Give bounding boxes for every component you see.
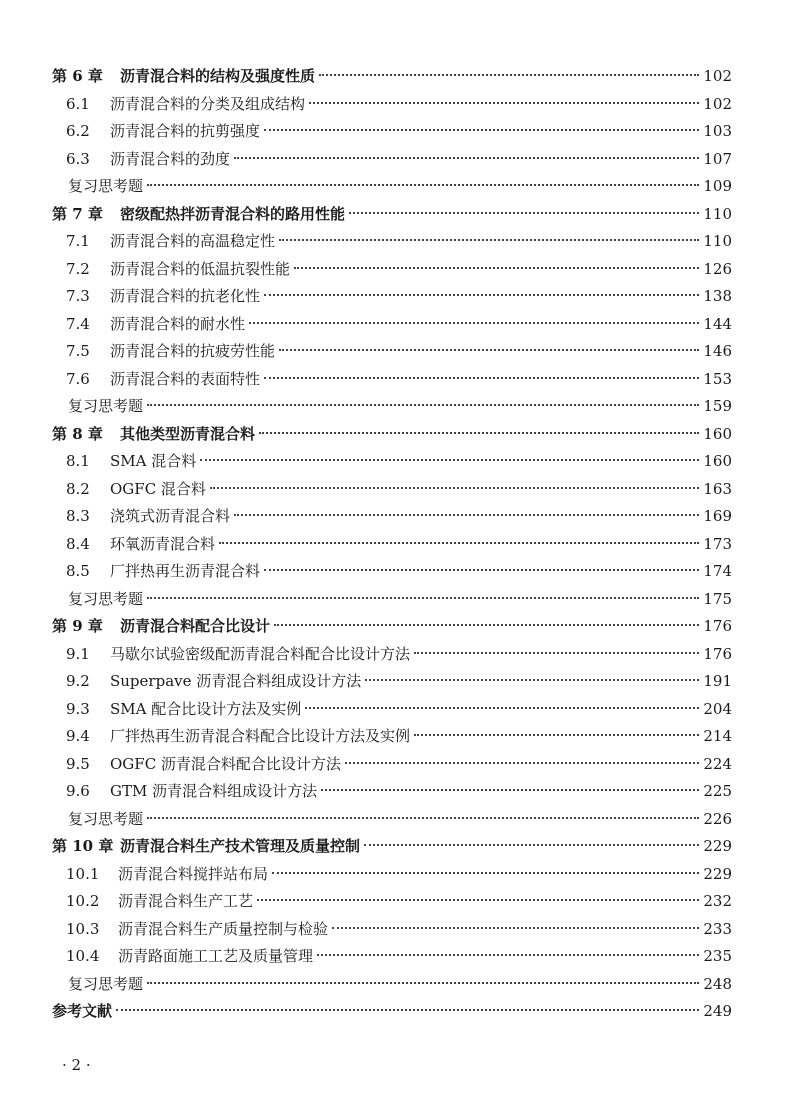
toc-entry-title: 沥青混合料的耐水性 — [110, 314, 246, 333]
toc-entry-section[interactable] — [52, 338, 732, 366]
toc-entry-section[interactable] — [52, 558, 732, 586]
toc-entry-title: 沥青混合料的结构及强度性质 — [120, 67, 316, 85]
toc-entry-page-number: 160 — [703, 424, 732, 443]
dot-leader — [219, 542, 699, 544]
toc-entry-number: 9.2 — [66, 672, 90, 690]
toc-entry-number: 7.2 — [66, 259, 90, 278]
toc-entry-number: 7.1 — [66, 232, 90, 250]
toc-entry-page-number: 159 — [703, 397, 732, 415]
toc-entry-section[interactable] — [52, 366, 732, 394]
toc-entry-title: 沥青混合料的高温稳定性 — [110, 232, 276, 250]
toc-entry-section[interactable] — [52, 778, 732, 806]
toc-entry-ref[interactable] — [52, 998, 732, 1026]
dot-leader — [345, 762, 699, 764]
toc-entry-number: 7.4 — [66, 314, 90, 333]
dot-leader — [364, 844, 699, 846]
toc-entry-number: 6.1 — [66, 94, 90, 113]
toc-entry-number: 10.3 — [66, 919, 100, 938]
toc-entry-number: 6.2 — [66, 122, 90, 140]
dot-leader — [264, 294, 699, 296]
toc-entry-chapter[interactable] — [52, 833, 732, 861]
toc-entry-number: 8.2 — [66, 479, 90, 498]
toc-entry-page-number: 144 — [703, 314, 732, 333]
toc-entry-title: 马歇尔试验密级配沥青混合料配合比设计方法 — [110, 644, 411, 663]
dot-leader — [349, 212, 699, 214]
toc-entry-page-number: 214 — [703, 727, 732, 745]
toc-entry-number: 9.4 — [66, 727, 90, 745]
toc-entry-page-number: 153 — [703, 369, 732, 388]
toc-entry-section[interactable] — [52, 146, 732, 174]
toc-entry-title: 沥青混合料的劲度 — [110, 149, 231, 168]
toc-entry-page-number: 229 — [703, 864, 732, 883]
toc-entry-number: 9.3 — [66, 699, 90, 718]
toc-entry-title: 复习思考题 — [68, 589, 144, 608]
toc-entry-page-number: 109 — [703, 177, 732, 195]
toc-entry-page-number: 233 — [703, 919, 732, 938]
toc-entry-number: 7.5 — [66, 342, 90, 360]
toc-entry-title: 厂拌热再生沥青混合料 — [110, 562, 261, 580]
toc-entry-title: 沥青混合料的表面特性 — [110, 369, 261, 388]
dot-leader — [210, 487, 699, 489]
toc-entry-number: 8.5 — [66, 562, 90, 580]
dot-leader — [200, 459, 699, 461]
toc-entry-review[interactable] — [52, 393, 732, 421]
toc-entry-chapter[interactable] — [52, 421, 732, 449]
toc-entry-title: 沥青混合料生产工艺 — [118, 892, 254, 910]
toc-entry-number: 第 8 章 — [52, 424, 103, 443]
toc-entry-page-number: 169 — [703, 507, 732, 525]
dot-leader — [264, 129, 699, 131]
dot-leader — [279, 349, 699, 351]
toc-entry-number: 9.6 — [66, 782, 90, 800]
toc-entry-page-number: 138 — [703, 287, 732, 305]
toc-entry-number: 7.3 — [66, 287, 90, 305]
toc-entry-section[interactable] — [52, 888, 732, 916]
toc-entry-title: 沥青混合料的低温抗裂性能 — [110, 259, 291, 278]
toc-entry-section[interactable] — [52, 448, 732, 476]
dot-leader — [116, 1009, 699, 1011]
dot-leader — [279, 239, 699, 241]
toc-entry-page-number: 102 — [703, 67, 732, 85]
toc-entry-number: 8.4 — [66, 534, 90, 553]
dot-leader — [147, 404, 699, 406]
dot-leader — [294, 267, 699, 269]
toc-entry-section[interactable] — [52, 943, 732, 971]
toc-entry-title: 复习思考题 — [68, 809, 144, 828]
dot-leader — [147, 817, 699, 819]
dot-leader — [259, 432, 699, 434]
toc-entry-section[interactable] — [52, 228, 732, 256]
dot-leader — [264, 569, 699, 571]
toc-entry-number: 7.6 — [66, 369, 90, 388]
toc-entry-review[interactable] — [52, 971, 732, 999]
toc-entry-section[interactable] — [52, 861, 732, 889]
toc-entry-number: 9.5 — [66, 754, 90, 773]
toc-entry-title: 浇筑式沥青混合料 — [110, 507, 231, 525]
toc-entry-title: 沥青混合料的抗老化性 — [110, 287, 261, 305]
toc-entry-title: 沥青混合料配合比设计 — [120, 617, 271, 635]
toc-entry-section[interactable] — [52, 531, 732, 559]
toc-entry-page-number: 226 — [703, 809, 732, 828]
dot-leader — [234, 514, 699, 516]
toc-entry-title: 复习思考题 — [68, 177, 144, 195]
toc-entry-title: 沥青混合料生产技术管理及质量控制 — [120, 837, 361, 855]
toc-entry-chapter[interactable] — [52, 613, 732, 641]
toc-entry-chapter[interactable] — [52, 63, 732, 91]
toc-entry-number: 8.3 — [66, 507, 90, 525]
toc-entry-section[interactable] — [52, 503, 732, 531]
page-number-footer: · 2 · — [62, 1056, 91, 1074]
toc-entry-page-number: 235 — [703, 947, 732, 965]
dot-leader — [365, 679, 699, 681]
toc-entry-page-number: 107 — [703, 149, 732, 168]
toc-entry-title: 沥青混合料搅拌站布局 — [118, 864, 269, 883]
toc-entry-page-number: 126 — [703, 259, 732, 278]
toc-entry-title: 沥青混合料的抗疲劳性能 — [110, 342, 276, 360]
toc-entry-number: 第 10 章 — [52, 837, 114, 855]
toc-entry-title: GTM 沥青混合料组成设计方法 — [110, 782, 318, 800]
toc-entry-section[interactable] — [52, 696, 732, 724]
dot-leader — [272, 872, 699, 874]
dot-leader — [274, 624, 699, 626]
toc-entry-title: 复习思考题 — [68, 397, 144, 415]
toc-entry-title: 沥青混合料的分类及组成结构 — [110, 94, 306, 113]
toc-entry-number: 10.1 — [66, 864, 100, 883]
toc-entry-title: 沥青路面施工工艺及质量管理 — [118, 947, 314, 965]
toc-entry-number: 10.4 — [66, 947, 100, 965]
toc-entry-page-number: 174 — [703, 562, 732, 580]
toc-entry-title: Superpave 沥青混合料组成设计方法 — [110, 672, 362, 690]
toc-entry-title: 参考文献 — [52, 1002, 113, 1020]
toc-entry-page-number: 229 — [703, 837, 732, 855]
toc-entry-page-number: 173 — [703, 534, 732, 553]
dot-leader — [414, 652, 699, 654]
toc-entry-page-number: 163 — [703, 479, 732, 498]
toc-entry-section[interactable] — [52, 641, 732, 669]
dot-leader — [264, 377, 699, 379]
toc-entry-page-number: 225 — [703, 782, 732, 800]
dot-leader — [321, 789, 699, 791]
toc-entry-title: SMA 配合比设计方法及实例 — [110, 699, 302, 718]
toc-entry-section[interactable] — [52, 311, 732, 339]
dot-leader — [147, 184, 699, 186]
toc-entry-number: 9.1 — [66, 644, 90, 663]
toc-entry-title: 沥青混合料生产质量控制与检验 — [118, 919, 329, 938]
dot-leader — [257, 899, 699, 901]
toc-entry-number: 第 9 章 — [52, 617, 103, 635]
toc-entry-page-number: 224 — [703, 754, 732, 773]
toc-entry-page-number: 176 — [703, 644, 732, 663]
toc-entry-page-number: 103 — [703, 122, 732, 140]
toc-entry-title: 密级配热拌沥青混合料的路用性能 — [120, 204, 346, 223]
dot-leader — [305, 707, 699, 709]
toc-entry-page-number: 248 — [703, 974, 732, 993]
toc-entry-title: OGFC 沥青混合料配合比设计方法 — [110, 754, 341, 773]
dot-leader — [332, 927, 699, 929]
toc-entry-section[interactable] — [52, 118, 732, 146]
toc-entry-title: OGFC 混合料 — [110, 479, 206, 498]
dot-leader — [147, 597, 699, 599]
toc-entry-section[interactable] — [52, 283, 732, 311]
dot-leader — [309, 102, 699, 104]
toc-entry-number: 第 7 章 — [52, 204, 103, 223]
toc-entry-review[interactable] — [52, 806, 732, 834]
toc-entry-review[interactable] — [52, 586, 732, 614]
toc-entry-page-number: 110 — [703, 204, 732, 223]
dot-leader — [147, 982, 699, 984]
toc-entry-page-number: 191 — [703, 672, 732, 690]
toc-entry-number: 10.2 — [66, 892, 100, 910]
toc-entry-number: 6.3 — [66, 149, 90, 168]
toc-entry-section[interactable] — [52, 91, 732, 119]
toc-entry-review[interactable] — [52, 173, 732, 201]
toc-entry-number: 8.1 — [66, 452, 90, 470]
toc-entry-page-number: 175 — [703, 589, 732, 608]
toc-entry-section[interactable] — [52, 476, 732, 504]
table-of-contents — [52, 63, 732, 1026]
toc-entry-title: 厂拌热再生沥青混合料配合比设计方法及实例 — [110, 727, 411, 745]
dot-leader — [414, 734, 699, 736]
toc-entry-page-number: 232 — [703, 892, 732, 910]
toc-entry-page-number: 160 — [703, 452, 732, 470]
dot-leader — [319, 74, 699, 76]
toc-entry-title: 环氧沥青混合料 — [110, 534, 216, 553]
toc-entry-page-number: 204 — [703, 699, 732, 718]
toc-entry-title: 沥青混合料的抗剪强度 — [110, 122, 261, 140]
toc-entry-title: 其他类型沥青混合料 — [120, 424, 256, 443]
dot-leader — [249, 322, 699, 324]
toc-entry-chapter[interactable] — [52, 201, 732, 229]
toc-entry-title: SMA 混合料 — [110, 452, 197, 470]
dot-leader — [317, 954, 699, 956]
toc-entry-section[interactable] — [52, 916, 732, 944]
toc-entry-page-number: 249 — [703, 1002, 732, 1020]
toc-entry-page-number: 102 — [703, 94, 732, 113]
toc-entry-page-number: 176 — [703, 617, 732, 635]
toc-entry-section[interactable] — [52, 723, 732, 751]
toc-entry-page-number: 146 — [703, 342, 732, 360]
toc-entry-section[interactable] — [52, 668, 732, 696]
toc-entry-number: 第 6 章 — [52, 67, 103, 85]
toc-entry-section[interactable] — [52, 751, 732, 779]
toc-entry-page-number: 110 — [703, 232, 732, 250]
dot-leader — [234, 157, 699, 159]
toc-entry-section[interactable] — [52, 256, 732, 284]
toc-entry-title: 复习思考题 — [68, 974, 144, 993]
